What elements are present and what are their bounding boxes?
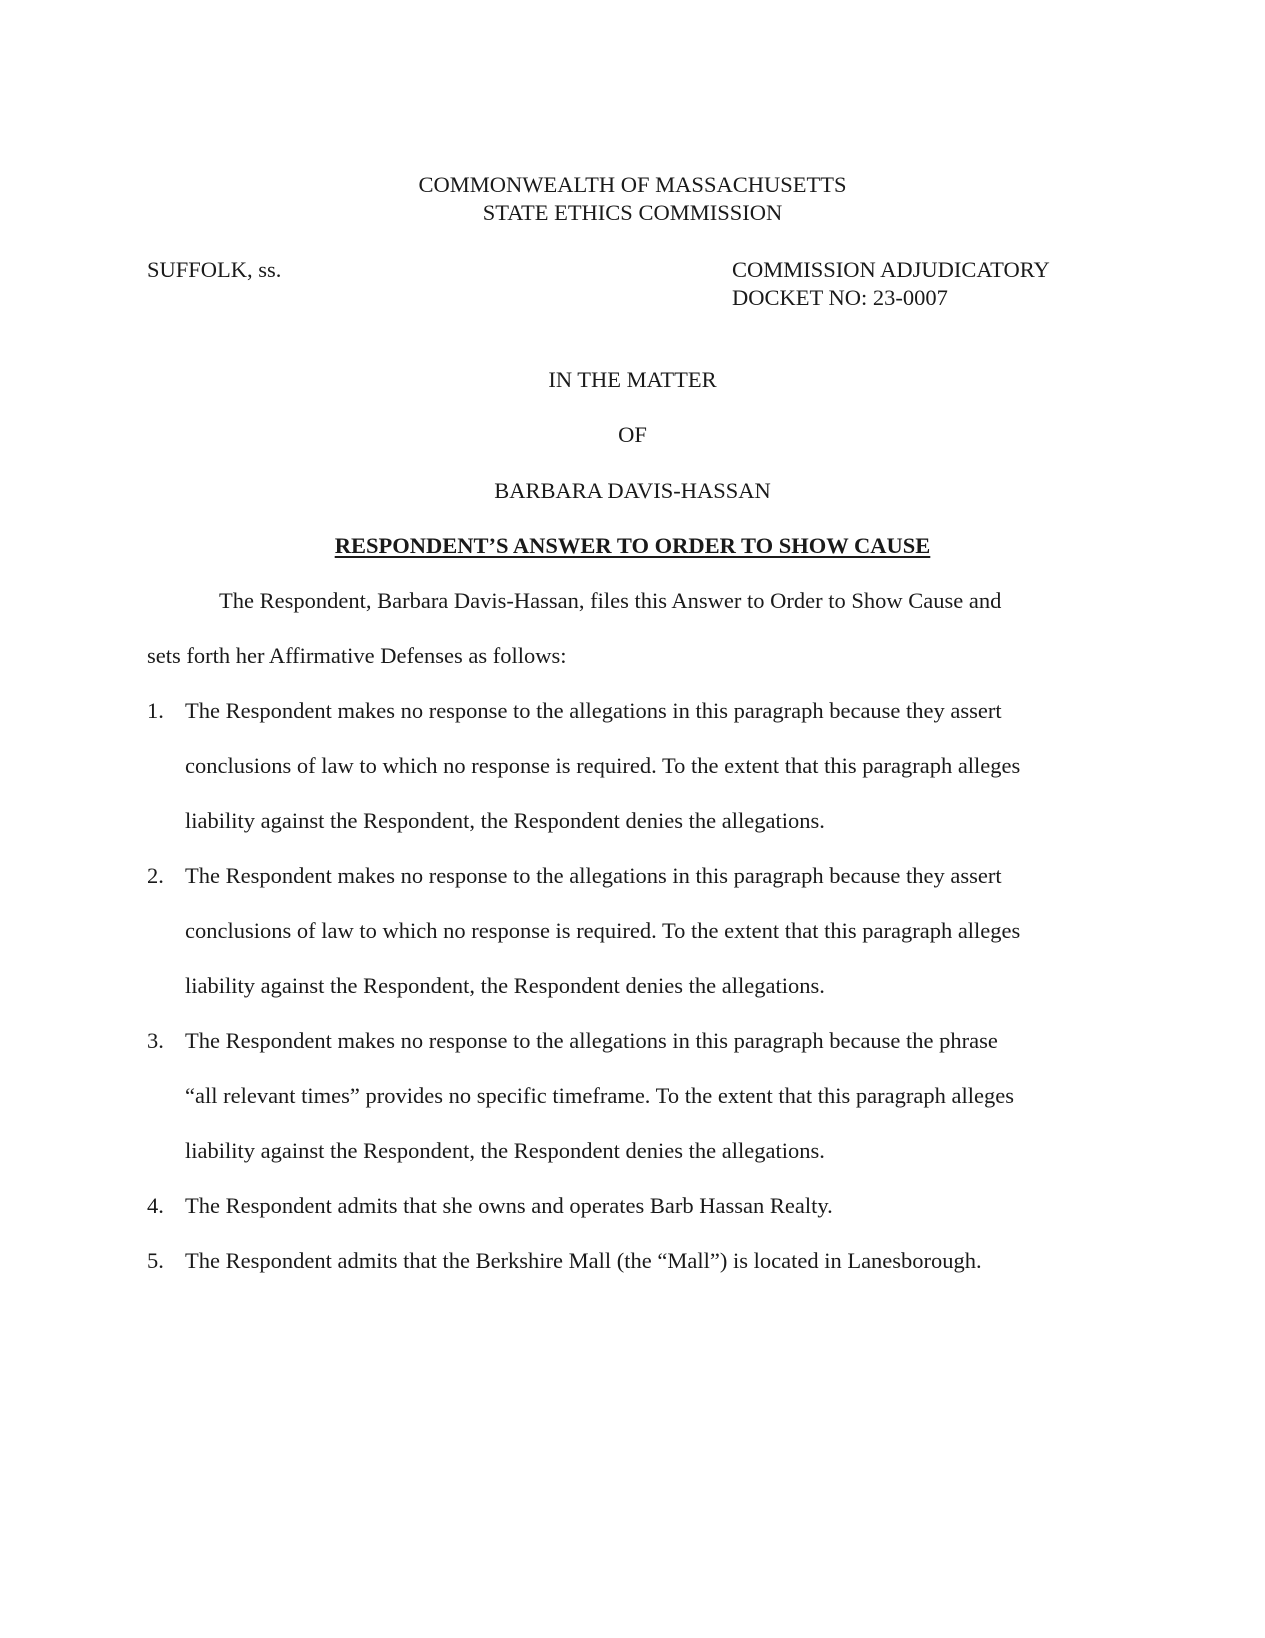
caption-docket-line2: DOCKET NO: 23-0007 [732, 285, 948, 310]
list-item-number: 1. [147, 698, 164, 723]
list-item-line: The Respondent admits that the Berkshire Mall (the “Mall”) is located in Lanesborough. [185, 1248, 982, 1273]
caption-county: SUFFOLK, ss. [147, 257, 282, 282]
list-item-line: conclusions of law to which no response is required. To the extent that this paragraph alleges [185, 753, 1021, 778]
header-commonwealth: COMMONWEALTH OF MASSACHUSETTS [418, 172, 847, 197]
intro-line1: The Respondent, Barbara Davis-Hassan, files this Answer to Order to Show Cause and [219, 588, 1002, 613]
list-item-number: 5. [147, 1248, 164, 1273]
matter-respondent-name: BARBARA DAVIS-HASSAN [494, 478, 771, 503]
header-commission: STATE ETHICS COMMISSION [482, 200, 783, 225]
list-item-line: liability against the Respondent, the Respondent denies the allegations. [185, 1138, 825, 1163]
matter-line1: IN THE MATTER [548, 367, 717, 392]
list-item-line: The Respondent makes no response to the allegations in this paragraph because they assert [185, 863, 1002, 888]
caption-docket-line1: COMMISSION ADJUDICATORY [732, 257, 1050, 282]
intro-line2: sets forth her Affirmative Defenses as follows: [147, 643, 567, 668]
matter-line2: OF [618, 422, 647, 447]
list-item-line: The Respondent admits that she owns and operates Barb Hassan Realty. [185, 1193, 833, 1218]
list-item-line: “all relevant times” provides no specific timeframe. To the extent that this paragraph alleges [185, 1083, 1014, 1108]
list-item-line: liability against the Respondent, the Respondent denies the allegations. [185, 808, 825, 833]
list-item-line: conclusions of law to which no response is required. To the extent that this paragraph alleges [185, 918, 1021, 943]
list-item-number: 2. [147, 863, 164, 888]
list-item-line: liability against the Respondent, the Respondent denies the allegations. [185, 973, 825, 998]
list-item-number: 3. [147, 1028, 164, 1053]
list-item-line: The Respondent makes no response to the allegations in this paragraph because the phrase [185, 1028, 998, 1053]
list-item-line: The Respondent makes no response to the allegations in this paragraph because they assert [185, 698, 1002, 723]
list-item-number: 4. [147, 1193, 164, 1218]
document-title: RESPONDENT’S ANSWER TO ORDER TO SHOW CAUSE [334, 533, 931, 558]
